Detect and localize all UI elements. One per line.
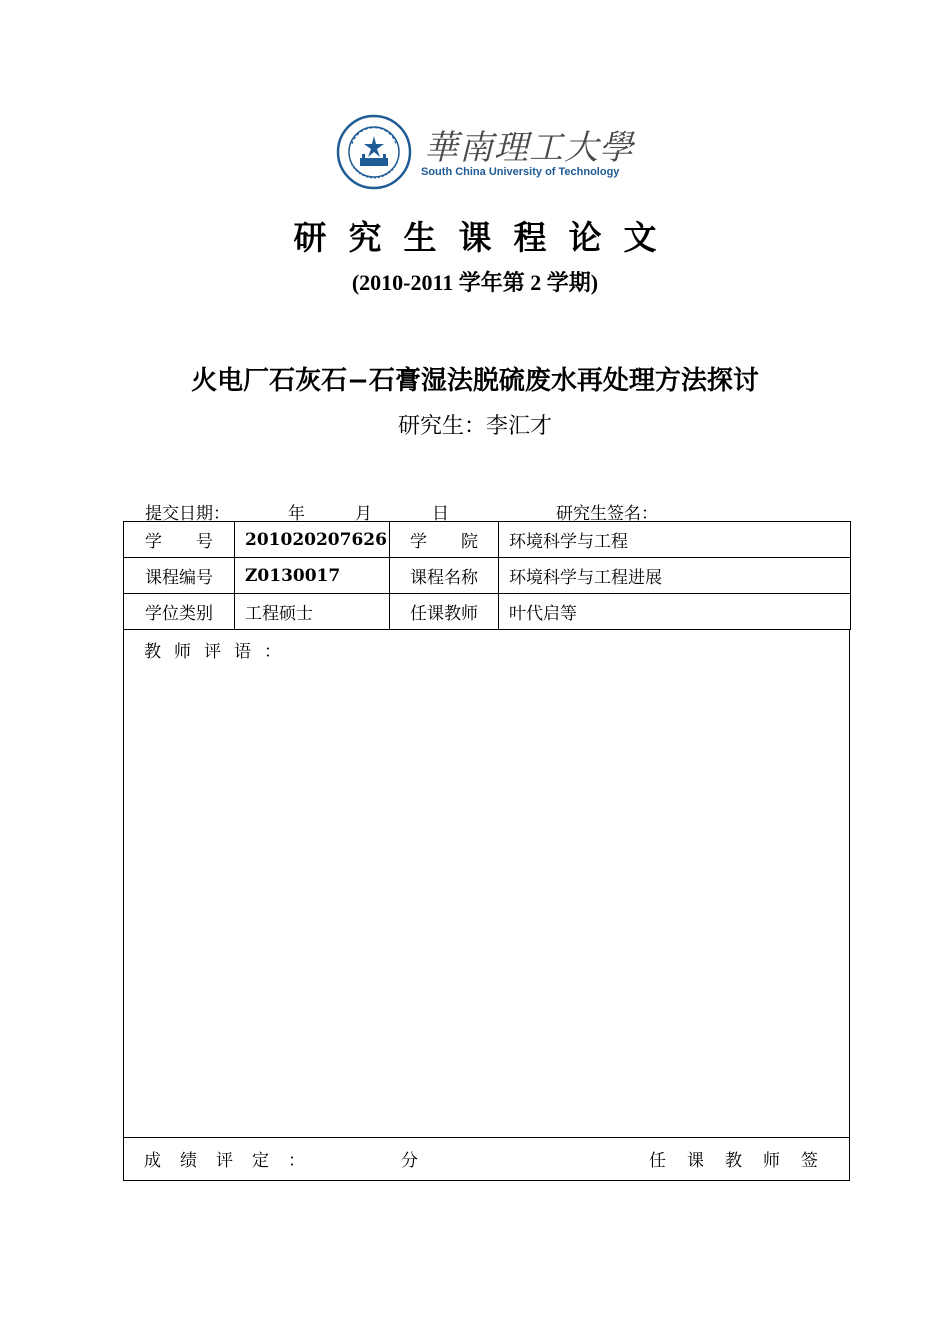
document-title: 研究生课程论文: [293, 218, 679, 257]
instructor-label: 任课教师: [390, 594, 499, 630]
school-label: 学 院: [390, 522, 499, 558]
submit-day-label: 日: [432, 504, 449, 524]
table-row: [124, 594, 851, 630]
degree-type-value: 工程硕士: [235, 594, 390, 630]
teacher-comments-label: 教师评语：: [144, 642, 294, 662]
instructor-value: 叶代启等: [499, 594, 851, 630]
table-row: [124, 558, 851, 594]
student-id-label: 学 号: [124, 522, 235, 558]
course-code-label: 课程编号: [124, 558, 235, 594]
school-value: 环境科学与工程: [499, 522, 851, 558]
teacher-signature-label: 任课教师签: [649, 1151, 839, 1171]
grade-label: 成绩评定：: [144, 1151, 324, 1171]
student-signature-label: 研究生签名：: [556, 504, 658, 524]
grade-row: [123, 1137, 850, 1181]
grade-unit: 分: [401, 1151, 418, 1171]
university-seal-icon: [336, 114, 412, 190]
paper-title: 火电厂石灰石−石膏湿法脱硫废水再处理方法探讨: [191, 366, 759, 396]
teacher-comments-box: [123, 629, 850, 1138]
student-info-table: [123, 521, 851, 630]
university-logo: [336, 114, 636, 190]
course-name-label: 课程名称: [390, 558, 499, 594]
degree-type-label: 学位类别: [124, 594, 235, 630]
student-name: 研究生：李汇才: [397, 414, 552, 439]
submit-year-label: 年: [288, 504, 305, 524]
university-name-cn: 華南理工大學: [424, 128, 634, 168]
table-row: [124, 522, 851, 558]
course-code-value: Z0130017: [235, 558, 390, 594]
course-name-value: 环境科学与工程进展: [499, 558, 851, 594]
academic-term: (2010-2011 学年第 2 学期): [351, 270, 599, 295]
submission-row: [145, 499, 845, 524]
submit-date-label: 提交日期：: [145, 504, 230, 524]
university-name-en: South China University of Technology: [421, 166, 620, 178]
submit-month-label: 月: [355, 504, 372, 524]
student-id-value: 201020207626: [235, 522, 390, 558]
